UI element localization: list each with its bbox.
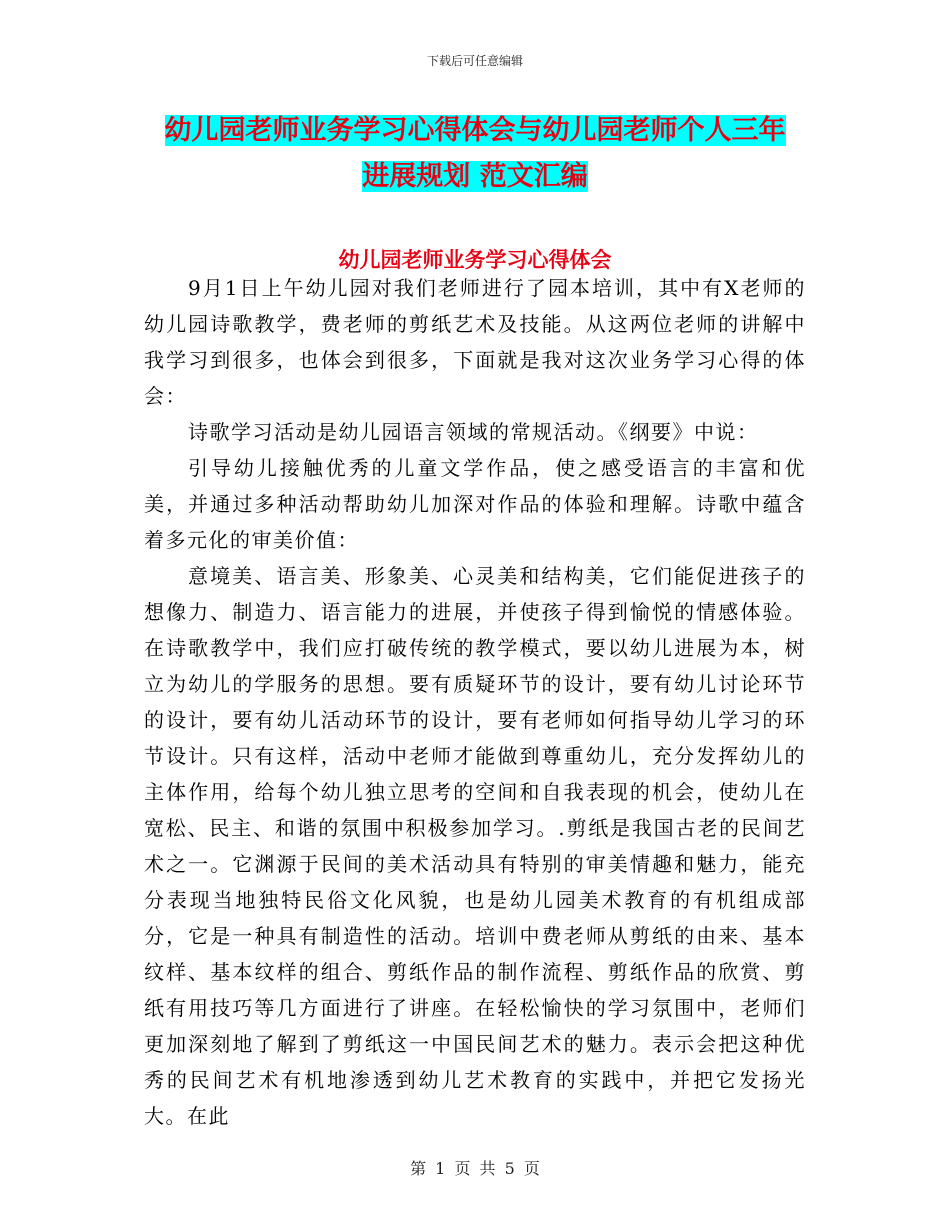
body-paragraph: 9月1日上午幼儿园对我们老师进行了园本培训，其中有X老师的幼儿园诗歌教学，费老师的剪纸艺术及技能。从这两位老师的讲解中我学习到很多，也体会到很多，下面就是我对这次业务学习心得的体会： (144, 276, 806, 408)
page-number-footer: 第 1 页 共 5 页 (410, 1159, 540, 1178)
body-paragraph: 诗歌学习活动是幼儿园语言领域的常规活动。《纲要》中说： (188, 420, 759, 444)
body-paragraph: 意境美、语言美、形象美、心灵美和结构美，它们能促进孩子的想像力、制造力、语言能力的进展，并使孩子得到愉悦的情感体验。在诗歌教学中，我们应打破传统的教学模式，要以幼儿进展为本，树立为幼儿的学服务的思想。要有质疑环节的设计，要有幼儿讨论环节的设计，要有幼儿活动环节的设计，要有老师如何指导幼儿学习的环节设计。只有这样，活动中老师才能做到尊重幼儿，充分发挥幼儿的主体作用，给每个幼儿独立思考的空间和自我表现的机会，使幼儿在宽松、民主、和谐的氛围中积极参加学习。.剪纸是我国古老的民间艺术之一。它渊源于民间的美术活动具有特别的审美情趣和魅力，能充分表现当地独特民俗文化风貌，也是幼儿园美术教育的有机组成部分，它是一种具有制造性的活动。培训中费老师从剪纸的由来、基本纹样、基本纹样的组合、剪纸作品的制作流程、剪纸作品的欣赏、剪纸有用技巧等几方面进行了讲座。在轻松愉快的学习氛围中，老师们更加深刻地了解到了剪纸这一中国民间艺术的魅力。表示会把这种优秀的民间艺术有机地渗透到幼儿艺术教育的实践中，并把它发扬光大。在此 (144, 564, 806, 1128)
document-title (140, 108, 810, 200)
page-header-note: 下载后可任意编辑 (426, 54, 523, 68)
body-paragraph: 引导幼儿接触优秀的儿童文学作品，使之感受语言的丰富和优美，并通过多种活动帮助幼儿加深对作品的体验和理解。诗歌中蕴含着多元化的审美价值： (144, 456, 806, 552)
document-body (144, 270, 806, 1134)
document-title-line-2: 进展规划 范文汇编 (362, 161, 588, 192)
document-title-line-1: 幼儿园老师业务学习心得体会与幼儿园老师个人三年 (164, 115, 786, 146)
section-heading: 幼儿园老师业务学习心得体会 (338, 248, 612, 272)
